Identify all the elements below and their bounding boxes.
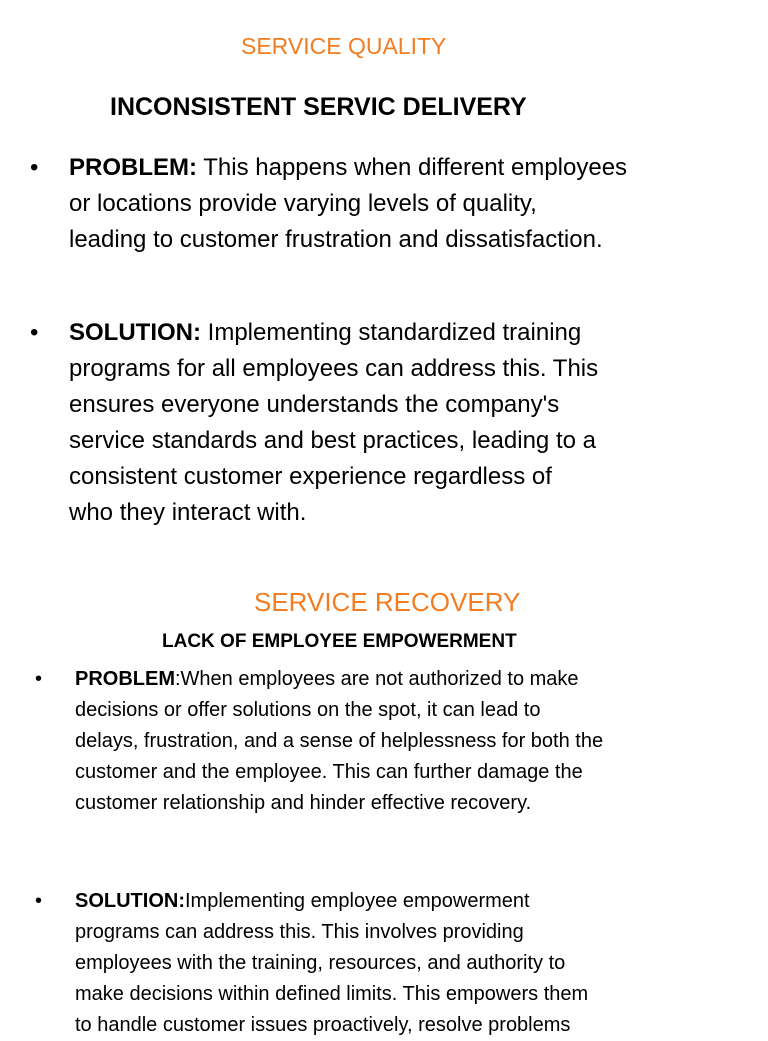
bullet-dot: • <box>30 154 39 181</box>
bullet-text <box>69 315 598 531</box>
text-line: decisions or offer solutions on the spot, it can lead to <box>75 699 541 721</box>
text-line: customer relationship and hinder effective recovery. <box>75 792 532 814</box>
bullet-text <box>69 150 627 258</box>
solution-text: Implementing standardized training <box>201 319 582 346</box>
bullet-dot: • <box>30 319 39 346</box>
text-line: to handle customer issues proactively, resolve problems <box>75 1014 571 1036</box>
solution-label: SOLUTION: <box>75 890 185 912</box>
solution-text: Implementing employee empowerment <box>185 890 530 912</box>
problem-label: PROBLEM: <box>69 154 197 181</box>
text-line: programs for all employees can address this. This <box>69 355 599 382</box>
text-line: customer and the employee. This can further damage the <box>75 761 583 783</box>
solution-label: SOLUTION: <box>69 319 201 346</box>
bullet-dot: • <box>35 890 43 912</box>
text-line <box>75 886 588 917</box>
text-line: who they interact with. <box>69 499 307 526</box>
subtitle-inconsistent-service-delivery: INCONSISTENT SERVIC DELIVERY <box>110 93 527 121</box>
problem-text: :When employees are not authorized to make <box>175 668 579 690</box>
text-line: delays, frustration, and a sense of helplessness for both the <box>75 730 604 752</box>
bullet-dot: • <box>35 668 43 690</box>
problem-text: This happens when different employees <box>197 154 628 181</box>
section-title-service-quality: SERVICE QUALITY <box>241 33 447 59</box>
text-line: programs can address this. This involves providing <box>75 921 524 943</box>
text-line <box>69 315 598 351</box>
text-line <box>75 664 603 695</box>
section-title-service-recovery: SERVICE RECOVERY <box>254 587 521 617</box>
text-line: service standards and best practices, leading to a <box>69 427 596 454</box>
text-line: employees with the training, resources, and authority to <box>75 952 566 974</box>
text-line <box>69 150 627 186</box>
text-line: leading to customer frustration and dissatisfaction. <box>69 226 603 253</box>
text-line: make decisions within defined limits. This empowers them <box>75 983 589 1005</box>
problem-label: PROBLEM <box>75 668 175 690</box>
text-line: or locations provide varying levels of quality, <box>69 190 537 217</box>
text-line: consistent customer experience regardless of <box>69 463 552 490</box>
bullet-text <box>75 886 588 1041</box>
text-line: ensures everyone understands the company's <box>69 391 560 418</box>
bullet-text <box>75 664 603 819</box>
subtitle-lack-of-employee-empowerment: LACK OF EMPLOYEE EMPOWERMENT <box>162 631 517 652</box>
